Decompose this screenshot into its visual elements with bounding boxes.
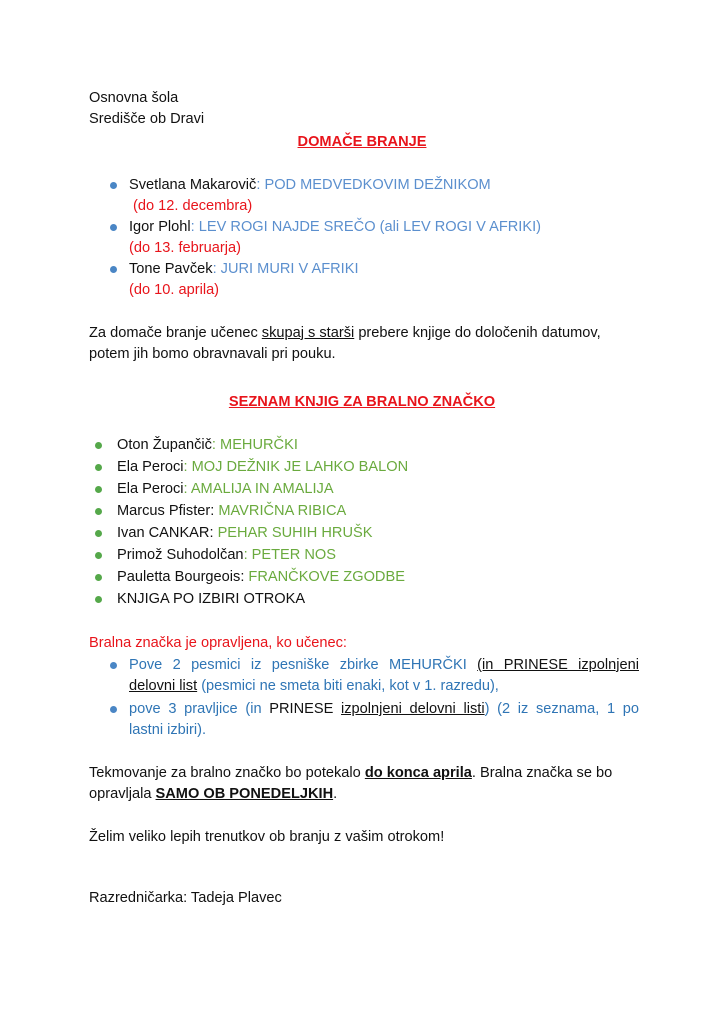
list-item: Primož Suhodolčan: PETER NOS [117,547,337,563]
home-reading-title: DOMAČE BRANJE [297,134,427,150]
bullet-icon [110,266,117,273]
home-reading-note: Za domače branje učenec skupaj s starši prebere knjige do določenih datumov, [89,325,601,341]
requirement-1: Pove 2 pesmici iz pesniške zbirke MEHURČKI (in PRINESE izpolnjeni [129,657,639,673]
list-item: Pauletta Bourgeois: FRANČKOVE ZGODBE [117,569,405,585]
deadline: (do 13. februarja) [129,240,241,256]
requirement-1-cont: delovni list (pesmici ne smeta biti enaki, kot v 1. razredu), [129,678,499,694]
list-item: Svetlana Makarovič: POD MEDVEDKOVIM DEŽNIKOM [129,177,491,193]
bullet-icon [95,442,102,449]
bullet-icon [110,662,117,669]
bullet-icon [95,552,102,559]
requirement-2-cont: lastni izbiri). [129,722,207,738]
requirement-2: pove 3 pravljice (in PRINESE izpolnjeni delovni listi) (2 iz seznama, 1 po [129,701,639,717]
deadline: (do 10. aprila) [129,282,220,298]
bullet-icon [95,530,102,537]
bullet-icon [95,574,102,581]
list-item: Igor Plohl: LEV ROGI NAJDE SREČO (ali LEV ROGI V AFRIKI) [129,219,541,235]
list-item: Ela Peroci: AMALIJA IN AMALIJA [117,481,334,497]
bullet-icon [95,508,102,515]
competition-line-1: Tekmovanje za bralno značko bo potekalo do konca aprila. Bralna značka se bo [89,765,613,781]
list-item: Marcus Pfister: MAVRIČNA RIBICA [117,503,347,519]
bullet-icon [110,182,117,189]
home-reading-note-2: potem jih bomo obravnavali pri pouku. [89,346,336,362]
school-location: Središče ob Dravi [89,111,205,127]
list-item: Oton Župančič: MEHURČKI [117,437,298,453]
list-item: Tone Pavček: JURI MURI V AFRIKI [129,261,359,277]
deadline: (do 12. decembra) [133,198,253,214]
bullet-icon [110,706,117,713]
bullet-icon [110,224,117,231]
list-item: KNJIGA PO IZBIRI OTROKA [117,591,306,607]
bullet-icon [95,486,102,493]
requirements-intro: Bralna značka je opravljena, ko učenec: [89,635,347,651]
bullet-icon [95,596,102,603]
list-item: Ivan CANKAR: PEHAR SUHIH HRUŠK [117,525,373,541]
school-name: Osnovna šola [89,90,179,106]
closing-wish: Želim veliko lepih trenutkov ob branju z vašim otrokom! [89,829,445,845]
list-item: Ela Peroci: MOJ DEŽNIK JE LAHKO BALON [117,459,409,475]
badge-list-title: SEZNAM KNJIG ZA BRALNO ZNAČKO [228,394,496,410]
competition-line-2: opravljala SAMO OB PONEDELJKIH. [89,786,338,802]
bullet-icon [95,464,102,471]
signature: Razredničarka: Tadeja Plavec [89,890,282,906]
